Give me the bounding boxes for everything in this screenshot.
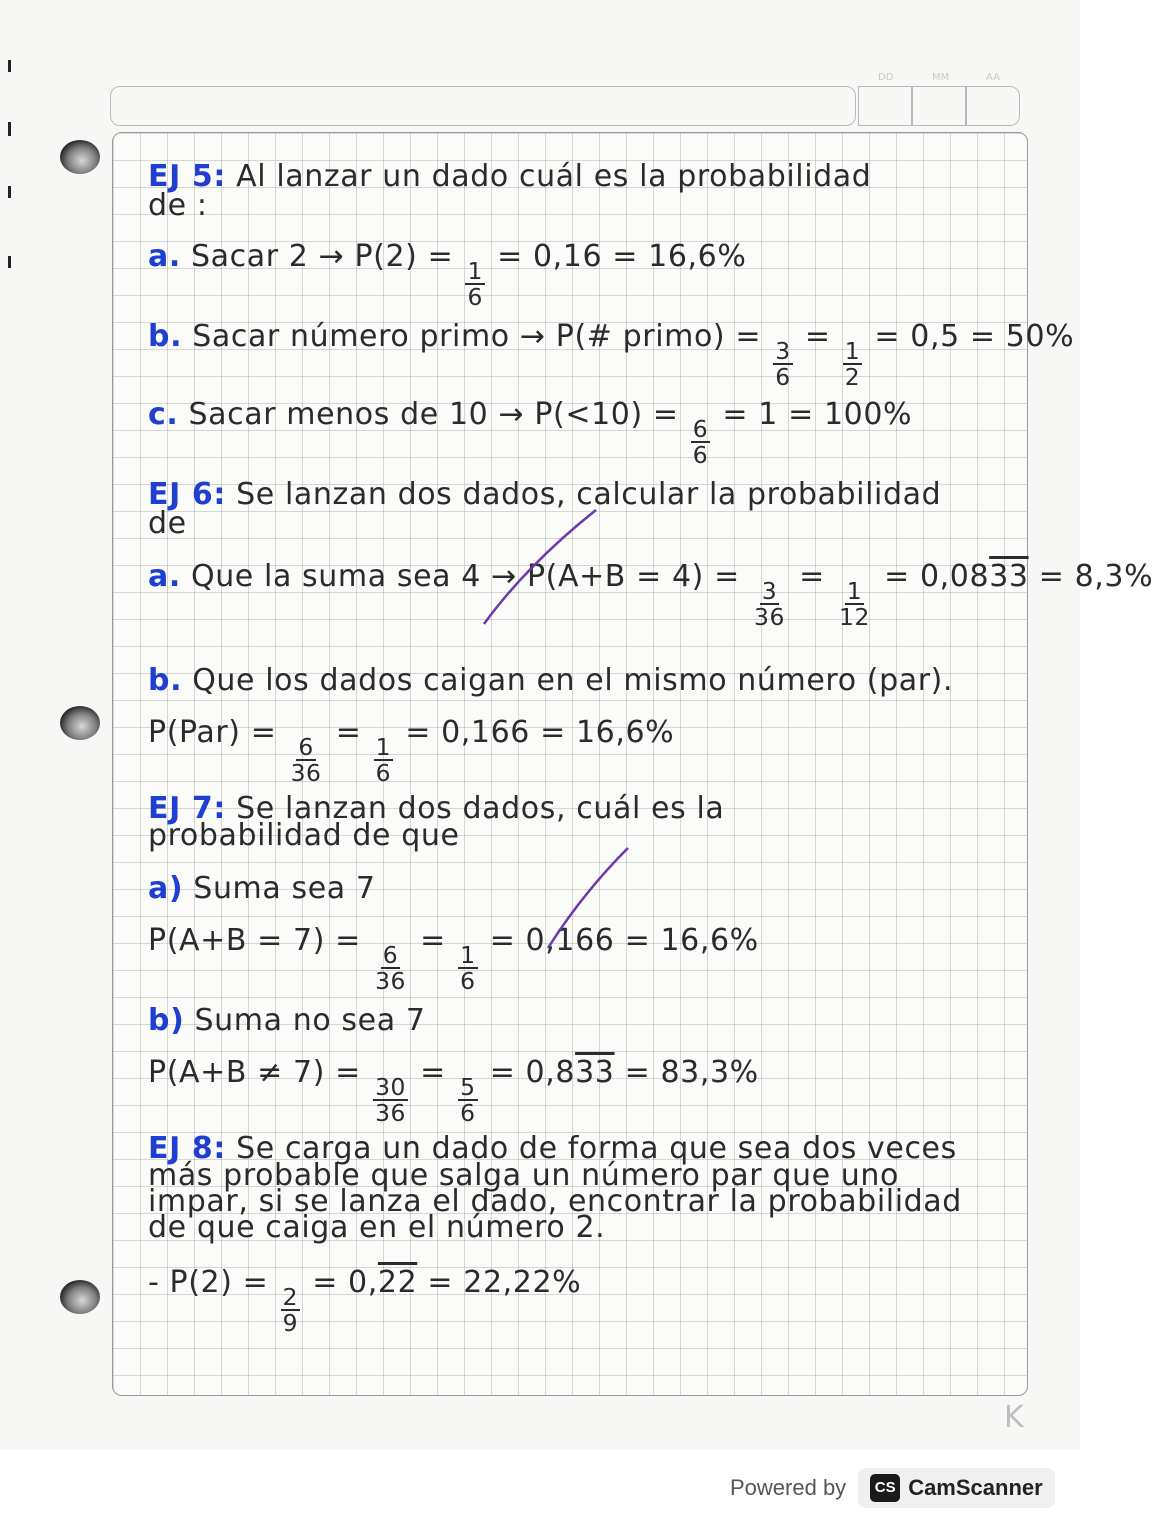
ej8-statement: Se carga un dado de forma que sea dos veces	[236, 1131, 957, 1166]
ej5-a-label: a.	[148, 239, 181, 274]
denominator: 2	[844, 363, 861, 392]
denominator: 36	[754, 603, 785, 632]
ej5-c-result: = 1 = 100%	[722, 397, 913, 432]
ej5-a-text: Sacar 2 → P(2) =	[190, 239, 454, 274]
ej7-a-result: = 0,166 = 16,6%	[489, 923, 759, 958]
powered-by-text: Powered by	[730, 1475, 847, 1500]
numerator: 1	[375, 732, 392, 761]
ej6-a-label: a.	[148, 559, 181, 594]
ej7-b-text: Suma no sea 7	[194, 1003, 426, 1038]
numerator: 30	[375, 1072, 407, 1101]
ej8-statement-cont: impar, si se lanza el dado, encontrar la probabilidad	[148, 1184, 962, 1219]
ej7-b-calc-pre: P(A+B ≠ 7) =	[148, 1055, 361, 1090]
result-part: = 0,8	[489, 1055, 576, 1090]
ej5-statement-cont: de :	[148, 188, 208, 223]
numerator: 6	[298, 732, 314, 761]
ej8-calc-pre: - P(2) =	[148, 1265, 269, 1300]
check-stroke	[484, 510, 596, 624]
check-stroke	[548, 848, 628, 948]
ej5-b-result: = 0,5 = 50%	[874, 319, 1075, 354]
camscanner-logo	[858, 1468, 1055, 1508]
numerator: 6	[692, 414, 709, 443]
numerator: 1	[467, 256, 483, 285]
date-label-mm: MM	[932, 72, 950, 83]
result-part: = 83,3%	[614, 1055, 759, 1090]
denominator: 36	[290, 759, 322, 788]
ej7-statement-cont: probabilidad de que	[148, 818, 460, 853]
ej7-heading: EJ 7:	[148, 791, 226, 826]
ej6-statement-cont: de	[148, 506, 187, 541]
denominator: 36	[375, 967, 407, 996]
denominator: 12	[839, 603, 870, 632]
equals-sign: =	[799, 559, 825, 594]
ej6-heading: EJ 6:	[148, 477, 226, 512]
ej6-b-label: b.	[148, 663, 183, 698]
numerator: 2	[282, 1282, 299, 1311]
ej8-statement-cont: de que caiga en el número 2.	[148, 1210, 606, 1245]
denominator: 6	[460, 1099, 476, 1128]
ej6-b-result: = 0,166 = 16,6%	[405, 715, 675, 750]
date-label-dd: DD	[878, 72, 894, 83]
repeating-digits: 22	[377, 1265, 418, 1300]
ej7-b-label: b)	[148, 1003, 185, 1038]
ej7-a-text: Suma sea 7	[193, 871, 376, 906]
numerator: 1	[460, 940, 476, 969]
ej5-b-text: Sacar número primo → P(# primo) =	[192, 319, 762, 354]
equals-sign: =	[420, 1055, 446, 1090]
repeating-digits: 33	[575, 1055, 615, 1090]
denominator: 6	[467, 283, 483, 312]
ej5-b-label: b.	[148, 319, 183, 354]
equals-sign: =	[804, 319, 831, 354]
result-part: = 0,	[312, 1265, 378, 1300]
cs-logo-icon: CS	[870, 1474, 900, 1502]
ej6-statement: Se lanzan dos dados, calcular la probabilidad	[236, 477, 942, 512]
ej5-statement: Al lanzar un dado cuál es la probabilidad	[236, 159, 872, 194]
denominator: 6	[375, 759, 392, 788]
ej5-a-result: = 0,16 = 16,6%	[497, 239, 747, 274]
numerator: 3	[761, 576, 778, 605]
ej5-c-text: Sacar menos de 10 → P(<10) =	[188, 397, 679, 432]
ej5-c-label: c.	[148, 397, 179, 432]
k-watermark-icon: K	[1004, 1400, 1024, 1435]
camscanner-watermark	[730, 1466, 1055, 1510]
date-label-aa: AA	[986, 72, 1000, 83]
numerator: 5	[460, 1072, 476, 1101]
numerator: 1	[846, 576, 863, 605]
numerator: 1	[844, 336, 861, 365]
denominator: 6	[460, 967, 476, 996]
equals-sign: =	[335, 715, 362, 750]
ej5-heading: EJ 5:	[148, 159, 226, 194]
ej7-statement: Se lanzan dos dados, cuál es la	[236, 791, 725, 826]
result-part: = 22,22%	[417, 1265, 582, 1300]
denominator: 9	[282, 1309, 299, 1338]
camscanner-name: CamScanner	[908, 1475, 1043, 1500]
ej6-a-text: Que la suma sea 4 → P(A+B = 4) =	[190, 559, 740, 594]
denominator: 6	[775, 363, 791, 392]
denominator: 6	[692, 441, 709, 470]
numerator: 6	[382, 940, 399, 969]
ej6-b-text: Que los dados caigan en el mismo número (par).	[192, 663, 954, 698]
denominator: 36	[375, 1099, 407, 1128]
repeating-digits: 33	[989, 559, 1029, 594]
numerator: 3	[775, 336, 791, 365]
ej6-b-calc-pre: P(Par) =	[148, 715, 277, 750]
ej8-heading: EJ 8:	[148, 1131, 226, 1166]
ej8-statement-cont: más probable que salga un número par que uno	[148, 1158, 899, 1193]
result-part: = 0,08	[884, 559, 990, 594]
ej7-a-calc-pre: P(A+B = 7) =	[148, 923, 361, 958]
ej7-a-label: a)	[148, 871, 184, 906]
result-part: = 8,3%	[1028, 559, 1153, 594]
equals-sign: =	[420, 923, 446, 958]
